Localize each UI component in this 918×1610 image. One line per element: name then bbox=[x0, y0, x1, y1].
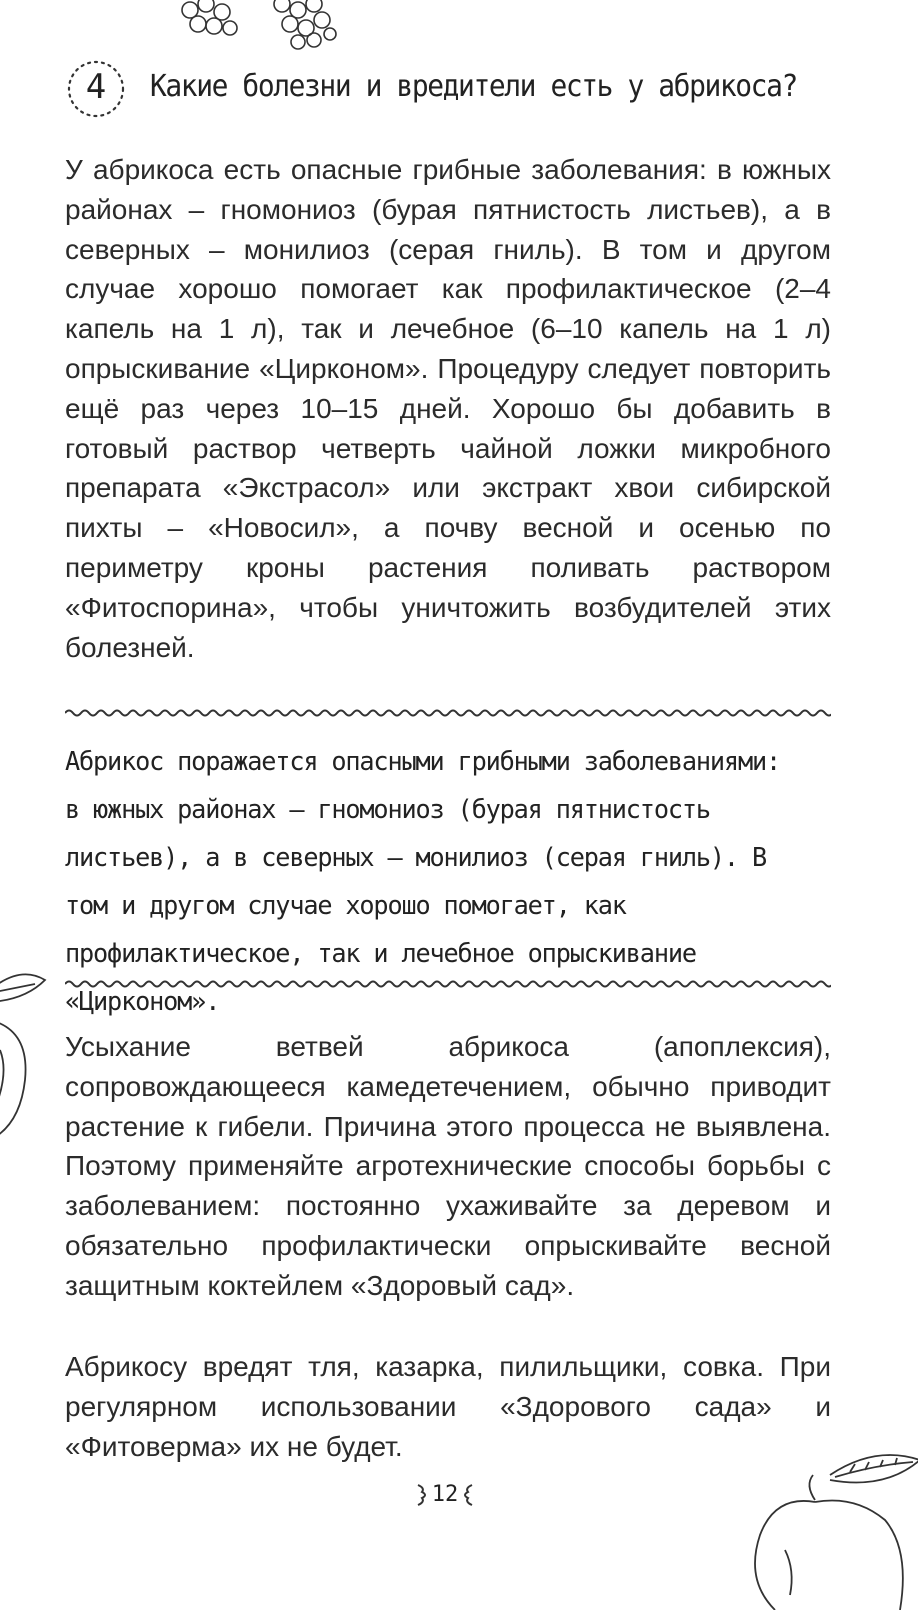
paragraph-diseases: У абрикоса есть опасные грибные заболевания: в южных районах – гномониоз (бурая пятнистость листьев), а в северных – монилиоз (серая гниль). В том и другом случае хорошо помогает как профилактическое (2–4 капель на 1 л), так и лечебное (6–10 капель на 1 л) опрыскивание «Цирконом». Процедуру следует повторить ещё раз через 10–15 дней. Хорошо бы добавить в готовый раствор четверть чайной ложки микробного препарата «Экстрасол» или экстракт хвои сибирской пихты – «Новосил», а почву весной и осенью по периметру кроны растения поливать раствором «Фитоспорина», чтобы уничтожить возбудителей этих болезней. bbox=[65, 154, 831, 663]
page-number: 12 bbox=[431, 1482, 459, 1507]
section-heading bbox=[60, 55, 860, 125]
berry-doodle-icon bbox=[170, 0, 360, 55]
apple-doodle-left-icon bbox=[0, 960, 60, 1160]
section-number: 4 bbox=[85, 67, 107, 107]
page-number-block bbox=[410, 1478, 480, 1512]
wavy-divider-bottom bbox=[65, 977, 831, 991]
callout-summary: Абрикос поражается опасными грибными заболеваниями: в южных районах – гномониоз (бурая пятнистость листьев), а в северных – монилиоз (серая гниль). В том и другом случае хорошо помогает, как профилактическое, так и лечебное опрыскивание «Цирконом». bbox=[65, 747, 781, 1017]
apple-doodle-bottom-icon bbox=[735, 1440, 918, 1610]
section-title: Какие болезни и вредители есть у абрикоса? bbox=[150, 69, 797, 104]
wavy-divider-top bbox=[65, 706, 831, 720]
paragraph-apoplexy: Усыхание ветвей абрикоса (апоплексия), сопровождающееся камедетечением, обычно приводит растение к гибели. Причина этого процесса не выявлена. Поэтому применяйте агротехнические способы борьбы с заболеванием: постоянно ухаживайте за деревом и обязательно профилактически опрыскивайте весной защитным коктейлем «Здоровый сад». bbox=[65, 1031, 831, 1301]
paragraph-pests: Абрикосу вредят тля, казарка, пилильщики, совка. При регулярном использовании «Здорового сада» и «Фитоверма» их не будет. bbox=[65, 1351, 831, 1462]
